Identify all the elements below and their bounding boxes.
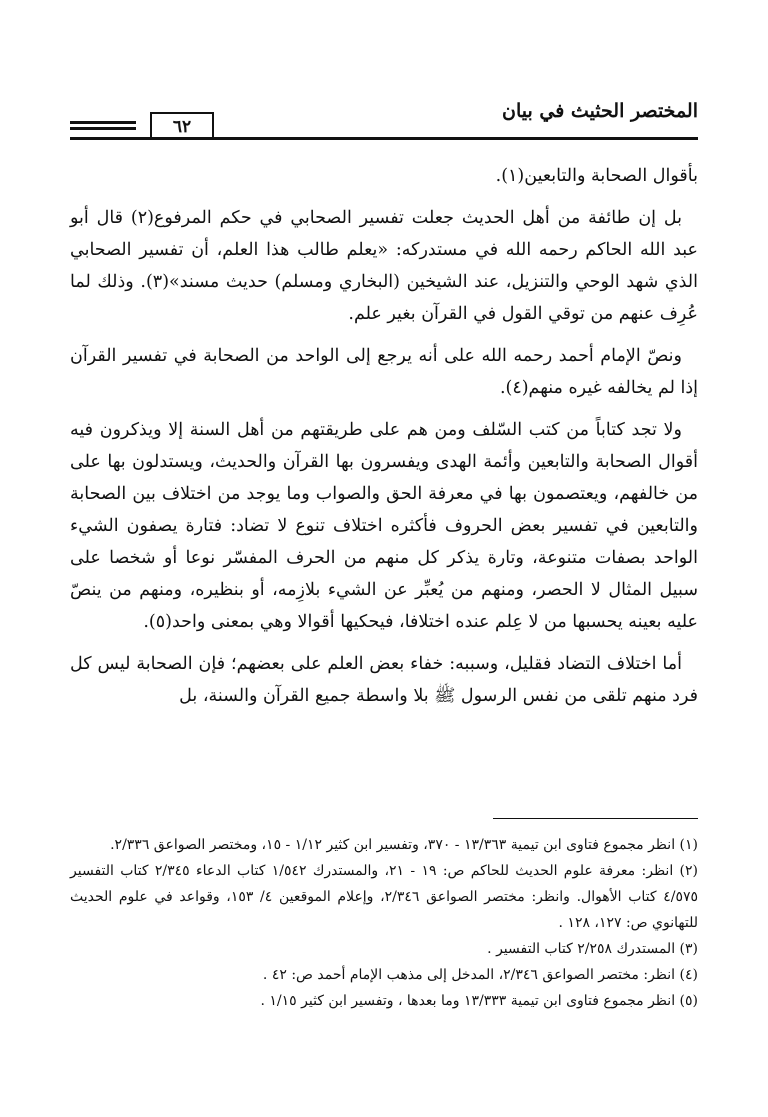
header-ornament	[70, 121, 136, 133]
page-number: ٦٢	[150, 112, 214, 140]
paragraph: ونصّ الإمام أحمد رحمه الله على أنه يرجع إلى الواحد من الصحابة في تفسير القرآن إذا لم يخالفه غيره منهم(٤).	[70, 346, 698, 398]
paragraph: بأقوال الصحابة والتابعين(١).	[495, 166, 698, 186]
footnote: (٢) انظر: معرفة علوم الحديث للحاكم ص: ١٩ - ٢١، والمستدرك ١/٥٤٢ كتاب الدعاء ٢/٣٤٥ كتاب التفسير ٤/٥٧٥ كتاب الأهوال. وانظر: مختصر الصواعق ٢/٣٤٦، وإعلام الموقعين ٤/ ١٥٣، وقواعد في علوم الحديث للتهانوي ص: ١٢٧، ١٢٨ .	[70, 863, 699, 931]
paragraph: بل إن طائفة من أهل الحديث جعلت تفسير الصحابي في حكم المرفوع(٢) قال أبو عبد الله الحاكم رحمه الله في مستدركه: «يعلم طالب هذا العلم، أن تفسير الصحابي الذي شهد الوحي والتنزيل، عند الشيخين (البخاري ومسلم) حديث مسند»(٣). وذلك لما عُرِف عنهم من توقي القول في القرآن بغير علم.	[70, 208, 698, 324]
paragraph: ولا تجد كتاباً من كتب السّلف ومن هم على طريقتهم من أهل السنة إلا ويذكرون فيه أقوال الصحابة والتابعين وأئمة الهدى ويفسرون بها القرآن والحديث، ويستدلون بها على من خالفهم، ويعتصمون بها في معرفة الحق والصواب وما يوجد من اختلاف بين الصحابة والتابعين في تفسير بعض الحروف فأكثره اختلاف تنوع لا تضاد: فتارة يصفون الشيء الواحد بصفات متنوعة، وتارة يذكر كل منهم من الحرف المفسّر نوعا أو شخصا على سبيل المثال لا الحصر، ومنهم من يُعبِّر عن الشيء بلازِمه، أو بنظيره، ومنهم من ينصّ عليه بعينه يحسبها من لا عِلم عنده اختلافا، فيحكيها أقوالا وهي بمعنى واحد(٥).	[70, 420, 698, 632]
header-rule	[70, 137, 698, 140]
main-text	[70, 160, 698, 722]
book-title: المختصر الحثيث في بيان	[502, 100, 698, 122]
footnote: (٣) المستدرك ٢/٢٥٨ كتاب التفسير .	[487, 941, 698, 957]
footnotes	[70, 832, 698, 1014]
footnote: (٤) انظر: مختصر الصواعق ٢/٣٤٦، المدخل إلى مذهب الإمام أحمد ص: ٤٢ .	[262, 967, 698, 983]
footnote: (٥) انظر مجموع فتاوى ابن تيمية ١٣/٣٣٣ وما بعدها ، وتفسير ابن كثير ١/١٥ .	[260, 993, 698, 1009]
paragraph: أما اختلاف التضاد فقليل، وسببه: خفاء بعض العلم على بعضهم؛ فإن الصحابة ليس كل فرد منهم تلقى من نفس الرسول ﷺ بلا واسطة جميع القرآن والسنة، بل	[70, 654, 698, 706]
footnote-separator	[493, 818, 698, 819]
footnote: (١) انظر مجموع فتاوى ابن تيمية ١٣/٣٦٣ - ٣٧٠، وتفسير ابن كثير ١/١٢ - ١٥، ومختصر الصواعق ٢/٣٣٦.	[110, 837, 698, 853]
page-header	[70, 96, 698, 140]
